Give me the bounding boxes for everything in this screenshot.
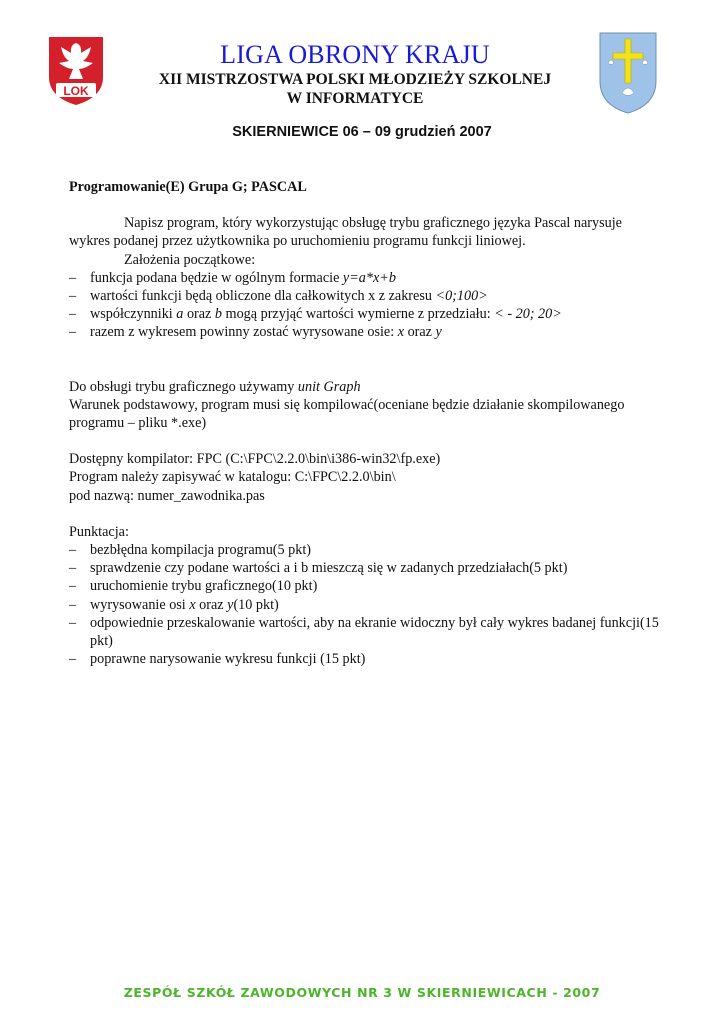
lok-logo-text: LOK [63,84,89,98]
list-item: – wyrysowanie osi x oraz y(10 pkt) [69,596,279,613]
save-filename: pod nazwą: numer_zawodnika.pas [69,487,265,504]
list-item: – sprawdzenie czy podane wartości a i b mieszczą się w zadanych przedziałach(5 pkt) [69,560,568,577]
list-item: – współczynniki a oraz b mogą przyjąć wartości wymierne z przedziału: < - 20; 20> [69,306,562,323]
skierniewice-coat-of-arms [598,31,658,115]
list-item: – razem z wykresem powinny zostać wyrysowane osie: x oraz y [69,324,442,341]
list-item: – odpowiednie przeskalowanie wartości, aby na ekranie widoczny był cały wykres badanej funkcji(15 pkt) [69,614,659,650]
list-item: – wartości funkcji będą obliczone dla całkowitych x z zakresu <0;100> [69,288,488,305]
task-intro: Napisz program, który wykorzystując obsługę trybu graficznego języka Pascal narysuje wykres podanej przez użytkownika po uruchomieniu programu funkcji liniowej. [69,215,622,250]
save-directory: Program należy zapisywać w katalogu: C:\FPC\2.2.0\bin\ [69,469,396,486]
task-content [69,178,659,668]
compile-condition: Warunek podstawowy, program musi się kompilować(oceniane będzie działanie skompilowanego programu – pliku *.exe) [69,396,625,432]
graph-unit-note: Do obsługi trybu graficznego używamy unit Graph [69,378,361,395]
list-item: – bezbłędna kompilacja programu(5 pkt) [69,542,312,559]
header-subtitle-line2: W INFORMATYCE [286,90,424,107]
header-title: LIGA OBRONY KRAJU [220,40,490,69]
header-subtitle-line1: XII MISTRZOSTWA POLSKI MŁODZIEŻY SZKOLNEJ [158,71,552,88]
header-city-date: SKIERNIEWICE 06 – 09 grudzień 2007 [232,124,492,140]
footer-school-name: ZESPÓŁ SZKÓŁ ZAWODOWYCH NR 3 W SKIERNIEWICACH - 2007 [123,985,601,1000]
task-title: Programowanie(E) Grupa G; PASCAL [69,179,307,195]
assumptions-list [69,269,659,342]
list-item: – funkcja podana będzie w ogólnym formacie y=a*x+b [69,269,396,286]
compiler-path: Dostępny kompilator: FPC (C:\FPC\2.2.0\bin\i386-win32\fp.exe) [69,451,441,468]
scoring-list [69,541,659,668]
list-item: – uruchomienie trybu graficznego(10 pkt) [69,578,318,595]
lok-eagle-logo [45,33,107,107]
list-item: – poprawne narysowanie wykresu funkcji (15 pkt) [69,651,366,668]
assumptions-label: Założenia początkowe: [124,251,256,268]
scoring-label: Punktacja: [69,523,129,540]
